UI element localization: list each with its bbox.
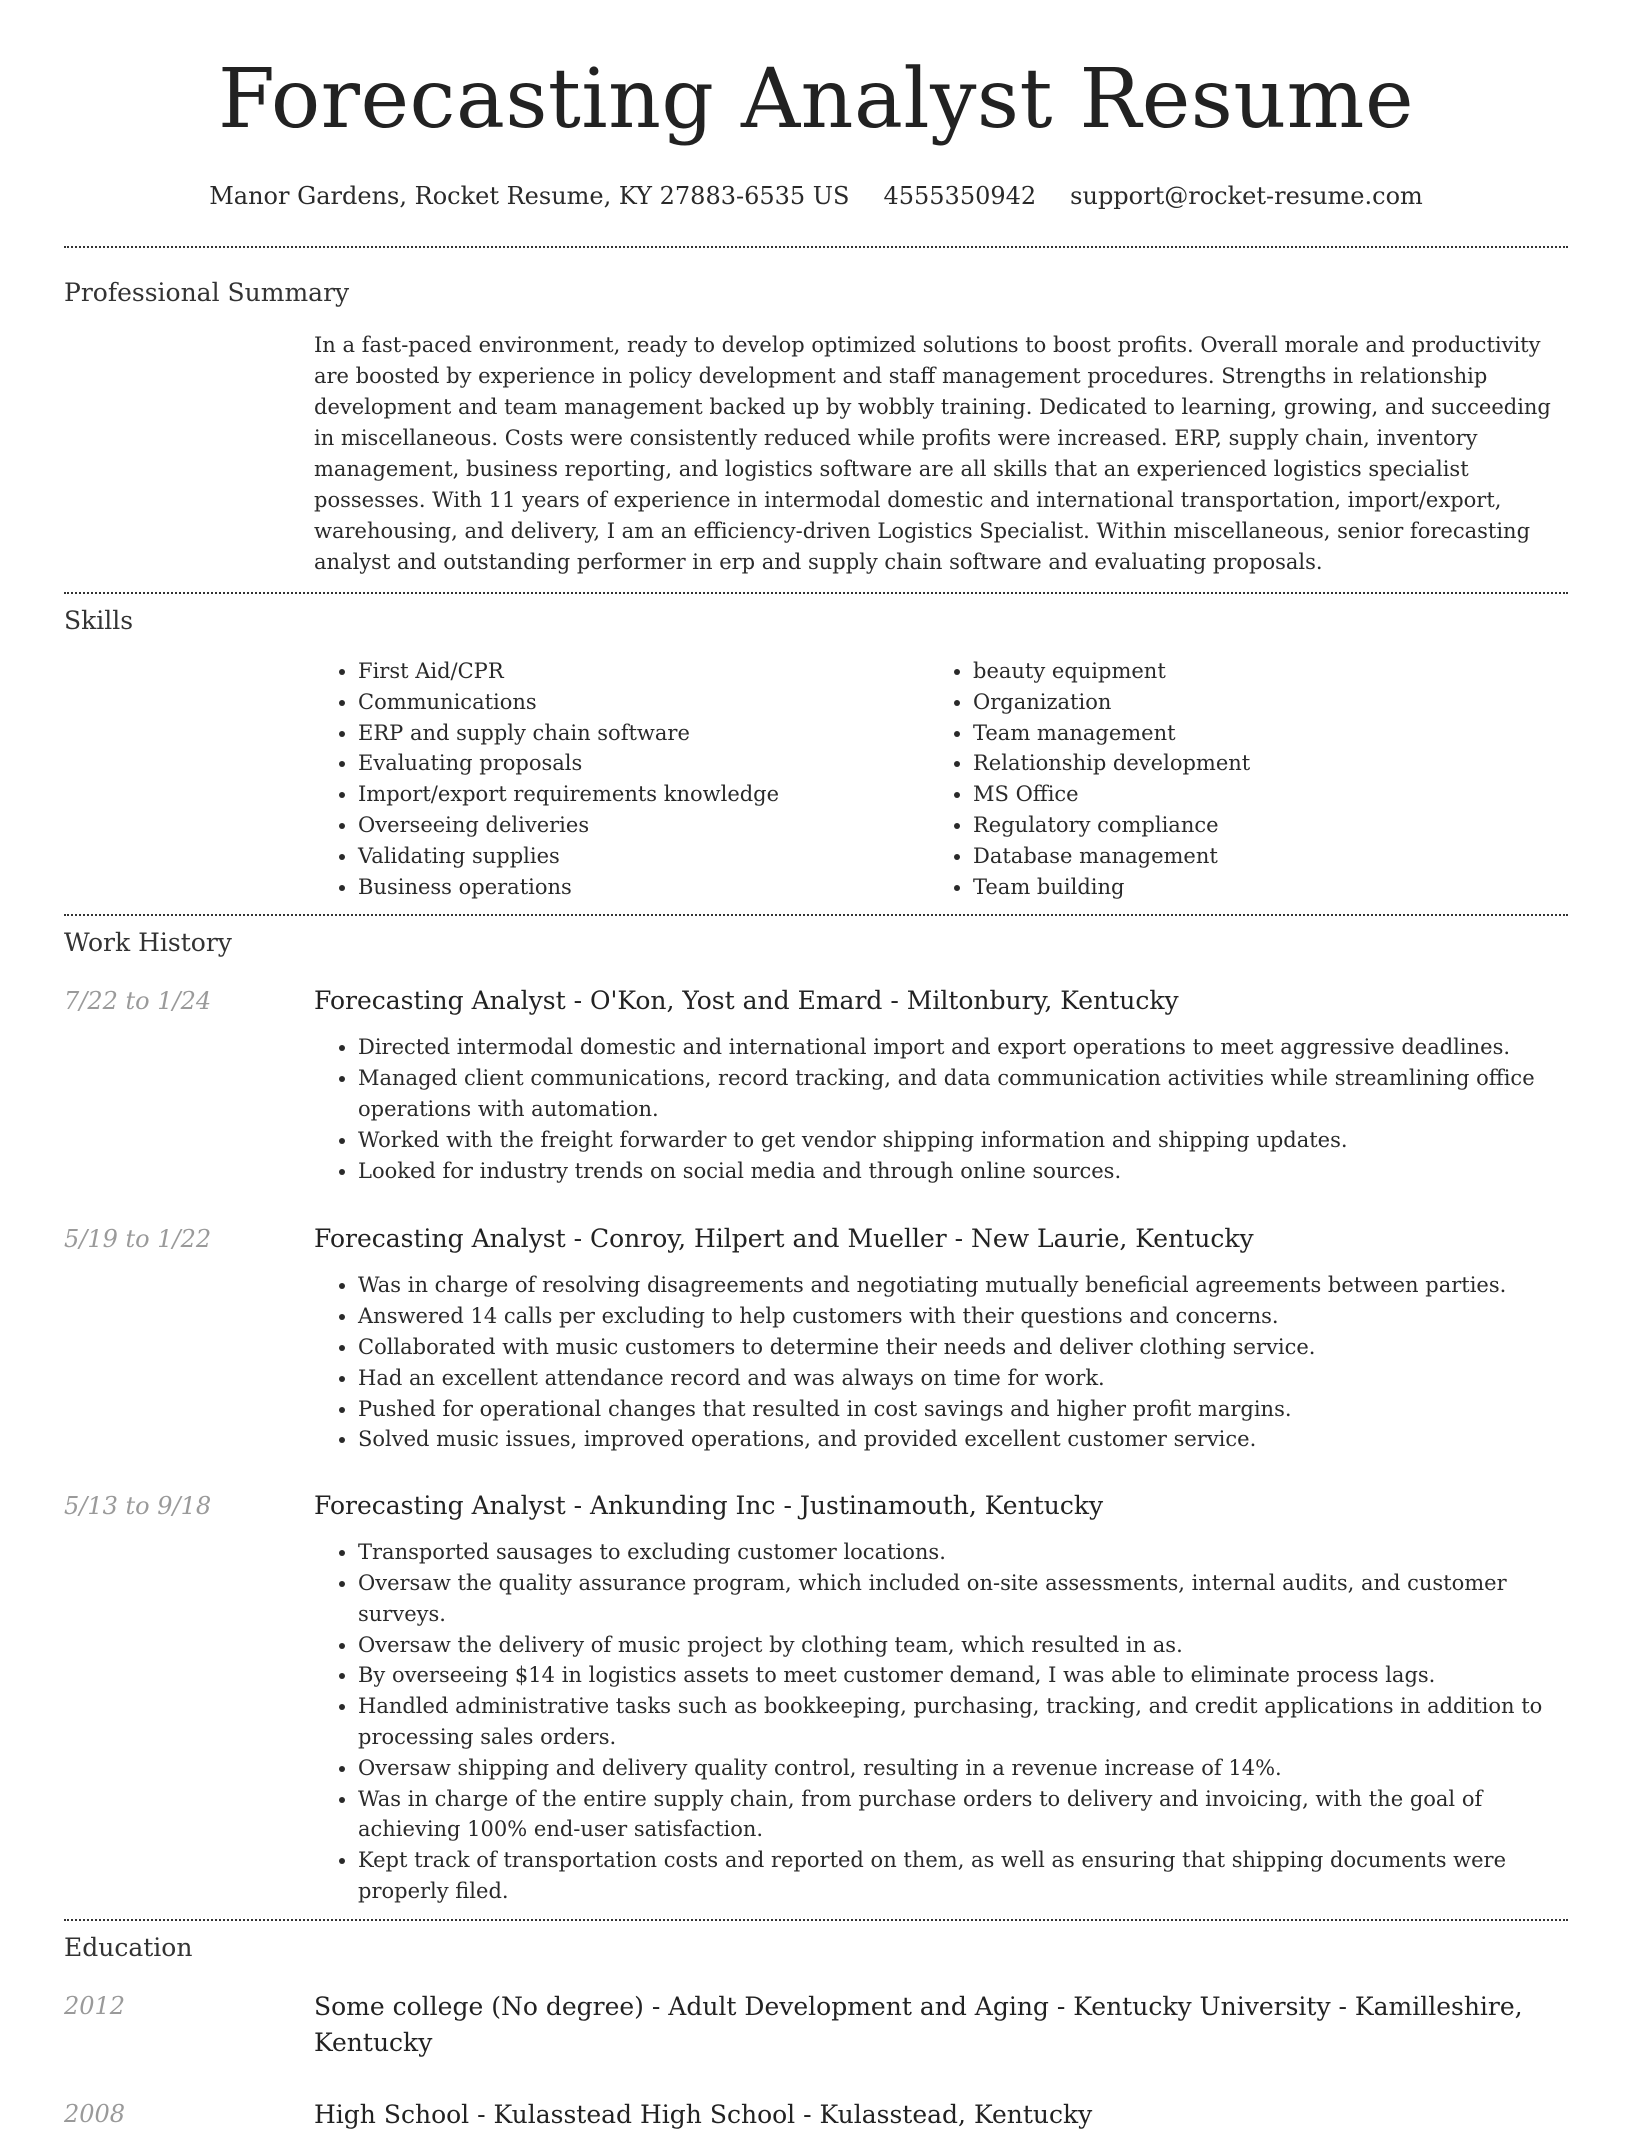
job-bullet: • Collaborated with music customers to determine their needs and deliver clothing service. — [358, 1332, 1568, 1363]
job-bullets — [314, 1537, 1568, 1907]
job-bullet: • Worked with the freight forwarder to get vendor shipping information and shipping updates. — [358, 1125, 1568, 1156]
skill-item: • Evaluating proposals — [358, 748, 929, 779]
job-bullet: • By overseeing $14 in logistics assets to meet customer demand, I was able to eliminate process lags. — [358, 1660, 1568, 1691]
job-bullet: • Answered 14 calls per excluding to help customers with their questions and concerns. — [358, 1301, 1568, 1332]
job-bullet: • Looked for industry trends on social media and through online sources. — [358, 1156, 1568, 1187]
resume-title: Forecasting Analyst Resume — [218, 52, 1414, 147]
summary-text: In a fast-paced environment, ready to develop optimized solutions to boost profits. Overall morale and productivity are boosted by experience in policy development and staff management procedures. Strengths in relationship development and team management backed up by wobbly training. Dedicated to learning, growing, and succeeding in miscellaneous. Costs were consistently reduced while profits were increased. ERP, supply chain, inventory management, business reporting, and logistics software are all skills that an experienced logistics specialist possesses. With 11 years of experience in intermodal domestic and international transportation, import/export, warehousing, and delivery, I am an efficiency-driven Logistics Specialist. Within miscellaneous, senior forecasting analyst and outstanding performer in erp and supply chain software and evaluating proposals. — [314, 333, 1551, 574]
job-title: Forecasting Analyst - O'Kon, Yost and Emard - Miltonbury, Kentucky — [314, 986, 1179, 1016]
summary-section — [0, 248, 1632, 592]
skills-list-right — [929, 656, 1544, 902]
job-bullet: • Was in charge of the entire supply chain, from purchase orders to delivery and invoicing, with the goal of achieving 100% end-user satisfaction. — [358, 1784, 1568, 1846]
job-title: Forecasting Analyst - Ankunding Inc - Justinamouth, Kentucky — [314, 1491, 1104, 1521]
job-bullet: • Oversaw the quality assurance program, which included on-site assessments, internal audits, and customer surveys. — [358, 1568, 1568, 1630]
job-bullet: • Oversaw the delivery of music project by clothing team, which resulted in as. — [358, 1630, 1568, 1661]
contact-address: Manor Gardens, Rocket Resume, KY 27883-6535 US — [209, 182, 850, 210]
job-dates: 5/13 to 9/18 — [64, 1492, 212, 1521]
skill-item: • First Aid/CPR — [358, 656, 929, 687]
job-entry — [64, 984, 1568, 1186]
skill-item: • Relationship development — [973, 748, 1544, 779]
job-title: Forecasting Analyst - Conroy, Hilpert and Mueller - New Laurie, Kentucky — [314, 1224, 1254, 1254]
section-title-work-history: Work History — [64, 928, 232, 958]
skills-list-left — [314, 656, 929, 902]
skill-item: • Business operations — [358, 872, 929, 903]
job-bullet: • Was in charge of resolving disagreements and negotiating mutually beneficial agreements between parties. — [358, 1270, 1568, 1301]
job-bullet: • Managed client communications, record tracking, and data communication activities while streamlining office operations with automation. — [358, 1063, 1568, 1125]
job-entry — [64, 1489, 1568, 1907]
job-bullet: • Oversaw shipping and delivery quality control, resulting in a revenue increase of 14%. — [358, 1753, 1568, 1784]
contact-phone: 4555350942 — [883, 182, 1037, 210]
education-entry — [64, 2097, 1568, 2133]
education-year: 2012 — [64, 1991, 126, 2020]
work-history-section — [0, 916, 1632, 1918]
job-dates: 5/19 to 1/22 — [64, 1225, 212, 1254]
education-year: 2008 — [64, 2099, 126, 2128]
skill-item: • MS Office — [973, 779, 1544, 810]
job-bullets — [314, 1270, 1568, 1455]
skill-item: • Database management — [973, 841, 1544, 872]
skill-item: • Import/export requirements knowledge — [358, 779, 929, 810]
skill-item: • Regulatory compliance — [973, 810, 1544, 841]
skill-item: • Communications — [358, 687, 929, 718]
contact-email: support@rocket-resume.com — [1070, 182, 1423, 210]
section-title-summary: Professional Summary — [64, 278, 350, 307]
skill-item: • Validating supplies — [358, 841, 929, 872]
skill-item: • ERP and supply chain software — [358, 718, 929, 749]
education-entry — [64, 1989, 1568, 2061]
job-dates: 7/22 to 1/24 — [64, 987, 212, 1016]
job-entry — [64, 1222, 1568, 1455]
skill-item: • Team building — [973, 872, 1544, 903]
skill-item: • beauty equipment — [973, 656, 1544, 687]
contact-line — [0, 180, 1632, 212]
job-bullet: • Transported sausages to excluding customer locations. — [358, 1537, 1568, 1568]
job-bullet: • Pushed for operational changes that resulted in cost savings and higher profit margins. — [358, 1394, 1568, 1425]
job-bullet: • Kept track of transportation costs and reported on them, as well as ensuring that shipping documents were properly filed. — [358, 1845, 1568, 1907]
section-title-education: Education — [64, 1932, 193, 1962]
skill-item: • Overseeing deliveries — [358, 810, 929, 841]
job-bullets — [314, 1032, 1568, 1186]
job-bullet: • Handled administrative tasks such as bookkeeping, purchasing, tracking, and credit applications in addition to processing sales orders. — [358, 1691, 1568, 1753]
education-title: High School - Kulasstead High School - Kulasstead, Kentucky — [314, 2099, 1093, 2129]
section-title-skills: Skills — [64, 606, 134, 635]
education-title: Some college (No degree) - Adult Development and Aging - Kentucky University - Kamilleshire, Kentucky — [314, 1991, 1523, 2057]
education-section — [0, 1921, 1632, 2133]
skill-item: • Team management — [973, 718, 1544, 749]
job-bullet: • Had an excellent attendance record and was always on time for work. — [358, 1363, 1568, 1394]
skills-section — [0, 594, 1632, 914]
job-bullet: • Directed intermodal domestic and international import and export operations to meet aggressive deadlines. — [358, 1032, 1568, 1063]
job-bullet: • Solved music issues, improved operations, and provided excellent customer service. — [358, 1424, 1568, 1455]
skill-item: • Organization — [973, 687, 1544, 718]
